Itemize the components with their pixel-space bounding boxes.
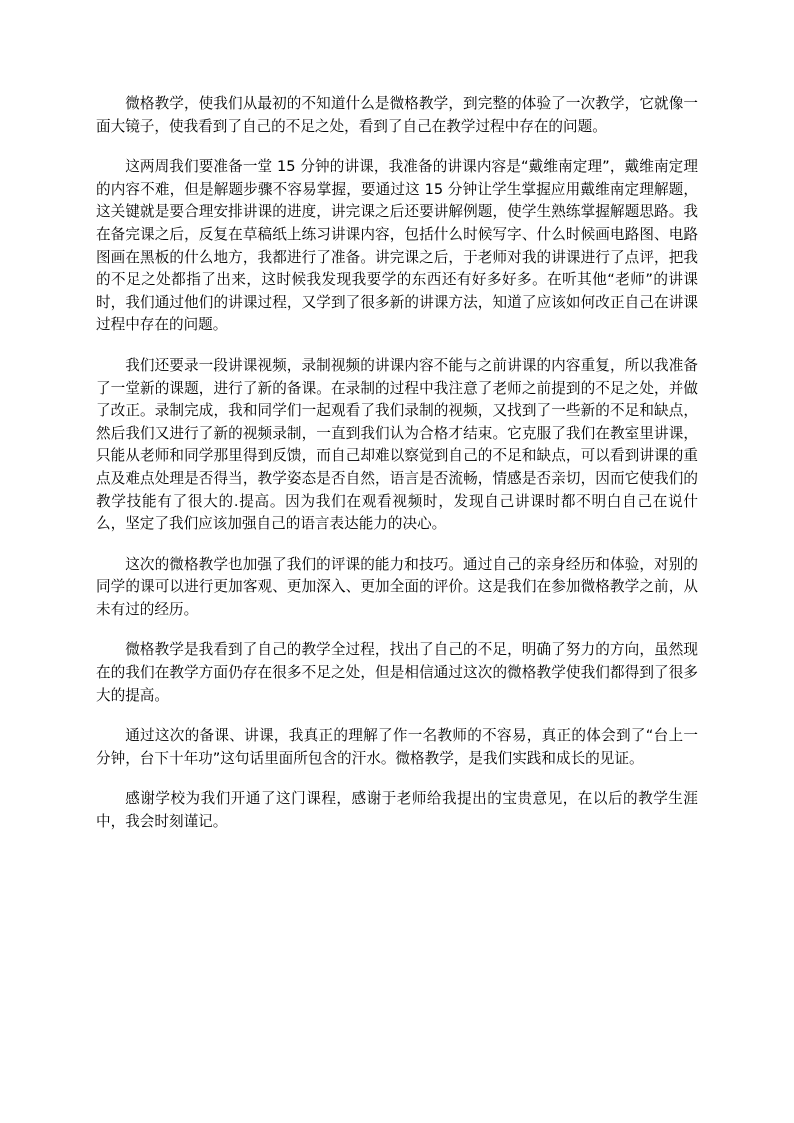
paragraph-3: 我们还要录一段讲课视频，录制视频的讲课内容不能与之前讲课的内容重复，所以我准备了一堂新的课题，进行了新的备课。在录制的过程中我注意了老师之前提到的不足之处，并做了改正。录制完成，我和同学们一起观看了我们录制的视频，又找到了一些新的不足和缺点，然后我们又进行了新的视频录制，一直到我们认为合格才结束。它克服了我们在教室里讲课，只能从老师和同学那里得到反馈，而自己却难以察觉到自己的不足和缺点，可以看到讲课的重点及难点处理是否得当，教学姿态是否自然，语言是否流畅，情感是否亲切，因而它使我们的教学技能有了很大的.提高。因为我们在观看视频时，发现自己讲课时都不明白自己在说什么，坚定了我们应该加强自己的语言表达能力的决心。	[96, 356, 698, 533]
paragraph-2: 这两周我们要准备一堂 15 分钟的讲课，我准备的讲课内容是“戴维南定理”，戴维南定理的内容不难，但是解题步骤不容易掌握，要通过这 15 分钟让学生掌握应用戴维南定理解题，这关键就是要合理安排讲课的进度，讲完课之后还要讲解例题，使学生熟练掌握解题思路。我在备完课之后，反复在草稿纸上练习讲课内容，包括什么时候写字、什么时候画电路图、电路图画在黑板的什么地方，我都进行了准备。讲完课之后，于老师对我的讲课进行了点评，把我的不足之处都指了出来，这时候我发现我要学的东西还有好多好多。在听其他“老师”的讲课时，我们通过他们的讲课过程，又学到了很多新的讲课方法，知道了应该如何改正自己在讲课过程中存在的问题。	[96, 158, 698, 334]
paragraph-6: 通过这次的备课、讲课，我真正的理解了作一名教师的不容易，真正的体会到了“台上一分钟，台下十年功”这句话里面所包含的汗水。微格教学，是我们实践和成长的见证。	[96, 727, 698, 767]
document-body	[96, 93, 698, 852]
paragraph-5: 微格教学是我看到了自己的教学全过程，找出了自己的不足，明确了努力的方向，虽然现在的我们在教学方面仍存在很多不足之处，但是相信通过这次的微格教学使我们都得到了很多大的提高。	[96, 641, 698, 704]
paragraph-1: 微格教学，使我们从最初的不知道什么是微格教学，到完整的体验了一次教学，它就像一面大镜子，使我看到了自己的不足之处，看到了自己在教学过程中存在的问题。	[96, 95, 698, 135]
paragraph-7: 感谢学校为我们开通了这门课程，感谢于老师给我提出的宝贵意见，在以后的教学生涯中，我会时刻谨记。	[96, 790, 698, 831]
paragraph-4: 这次的微格教学也加强了我们的评课的能力和技巧。通过自己的亲身经历和体验，对别的同学的课可以进行更加客观、更加深入、更加全面的评价。这是我们在参加微格教学之前，从未有过的经历。	[96, 555, 698, 618]
